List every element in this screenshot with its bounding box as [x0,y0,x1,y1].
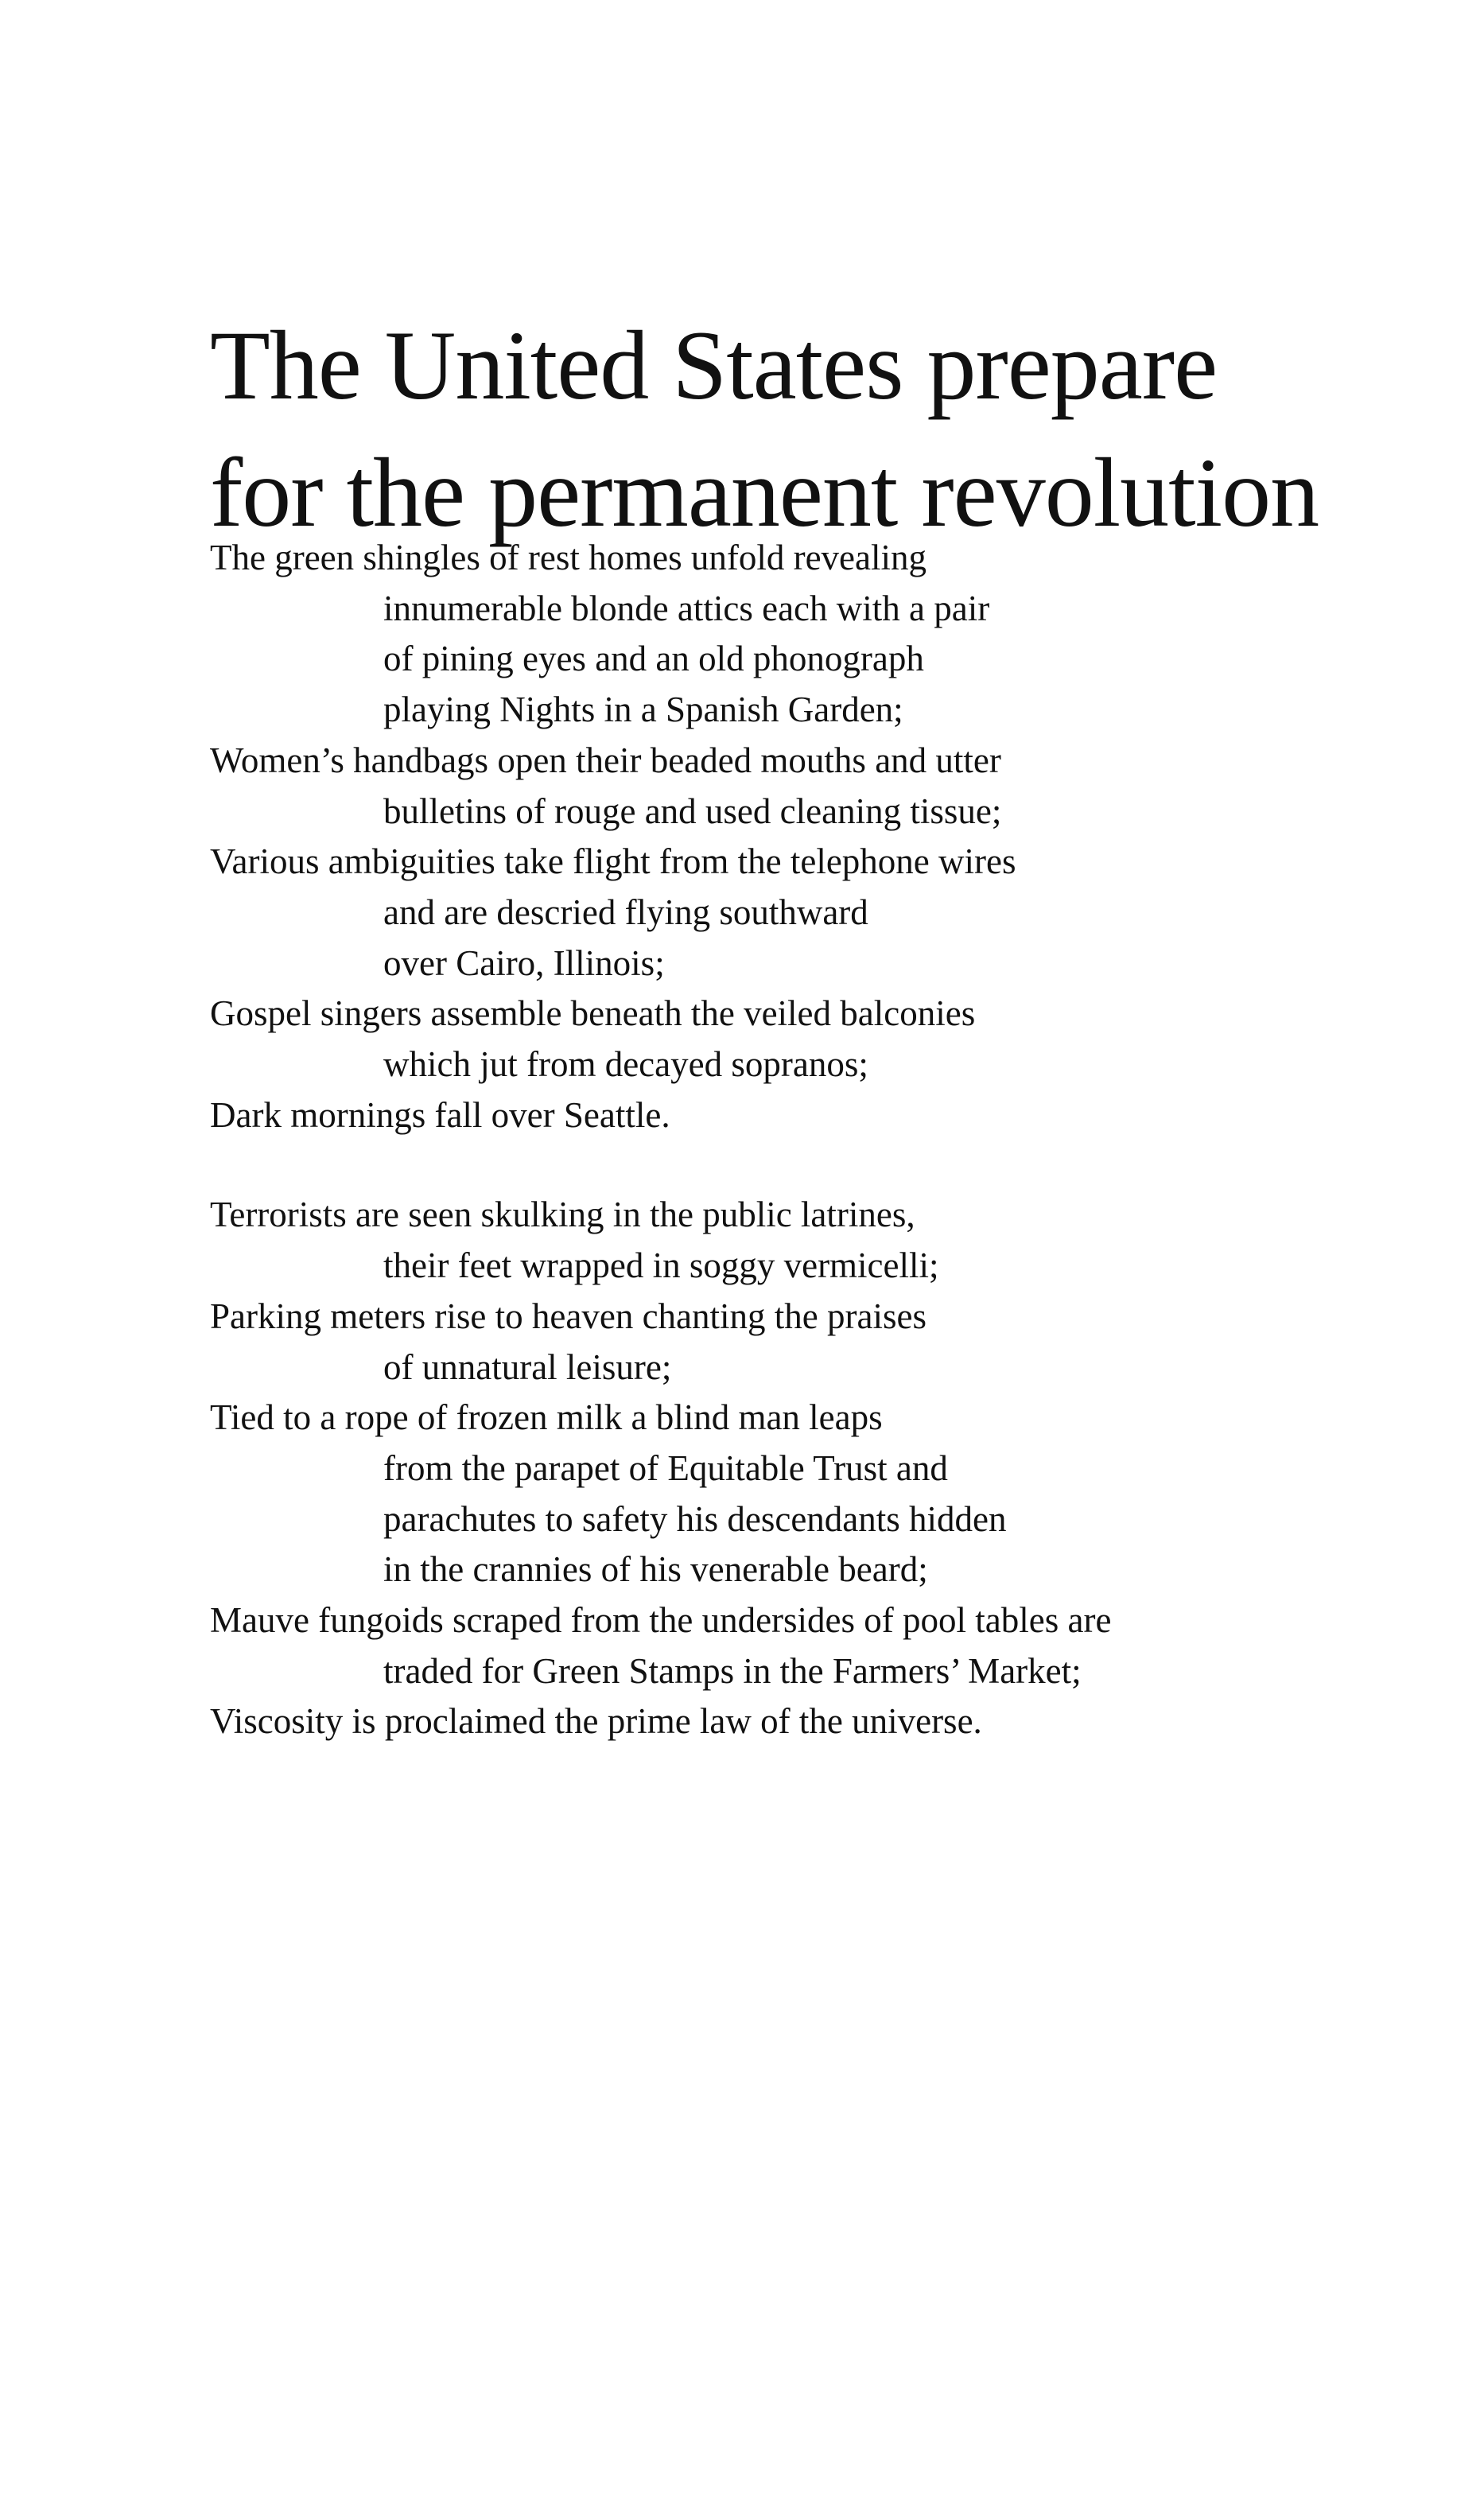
poem-line: which jut from decayed sopranos; [383,1044,868,1085]
poem-line: their feet wrapped in soggy vermicelli; [383,1245,939,1286]
poem-title-line-2: for the permanent revolution [210,438,1319,547]
poem-line: traded for Green Stamps in the Farmers’ Market; [383,1650,1082,1691]
poem-line: innumerable blonde attics each with a pair [383,588,990,628]
poem-line: playing Nights in a Spanish Garden; [383,690,903,730]
poem-line: bulletins of rouge and used cleaning tissue; [383,791,1002,831]
poem-title [210,302,1451,557]
poem-line: and are descried flying southward [383,892,868,932]
poem-line: Various ambiguities take flight from the telephone wires [210,841,1016,882]
poem-body [210,533,1451,1747]
poem-line: The green shingles of rest homes unfold revealing [210,538,927,577]
stanza-1 [210,533,1451,1140]
poem-title-line-1: The United States prepare [210,311,1218,420]
poem-line: over Cairo, Illinois; [383,942,665,983]
poem-line: parachutes to safety his descendants hidden [383,1498,1007,1539]
poem-line: Viscosity is proclaimed the prime law of the universe. [210,1701,982,1742]
poem-line: of unnatural leisure; [383,1346,672,1387]
stanza-2 [210,1190,1451,1747]
poem-line: from the parapet of Equitable Trust and [383,1447,948,1488]
poem-line: Women’s handbags open their beaded mouths and utter [210,740,1001,780]
poem-line: Terrorists are seen skulking in the public latrines, [210,1195,915,1235]
poem-line: Gospel singers assemble beneath the veiled balconies [210,993,976,1034]
poem-line: Parking meters rise to heaven chanting the praises [210,1296,927,1336]
poem-line: Dark mornings fall over Seattle. [210,1094,670,1135]
poem-line: Mauve fungoids scraped from the undersides of pool tables are [210,1600,1112,1641]
poem-line: Tied to a rope of frozen milk a blind man leaps [210,1397,883,1438]
poem-line: of pining eyes and an old phonograph [383,639,924,679]
poem-line: in the crannies of his venerable beard; [383,1549,928,1590]
